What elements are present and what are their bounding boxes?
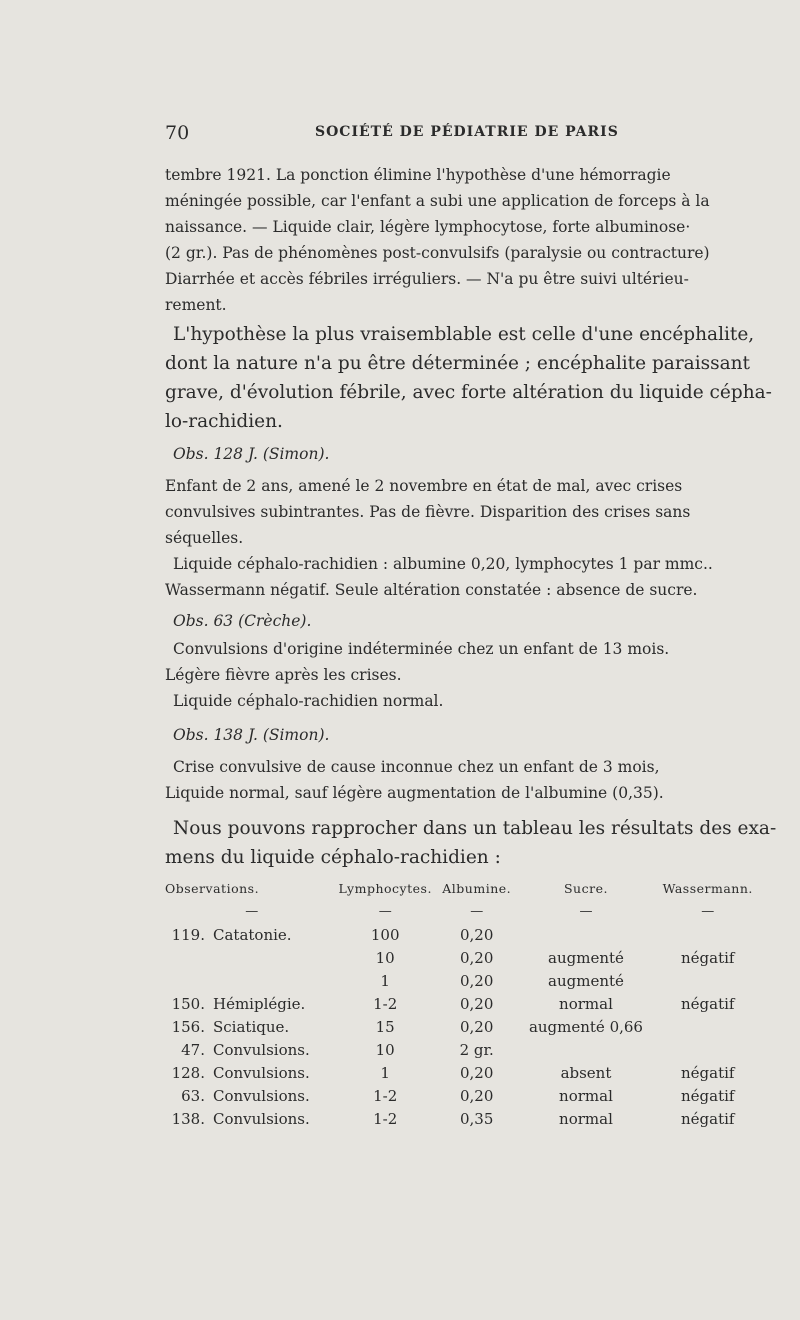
table-row	[165, 1038, 765, 1061]
wassermann-cell	[650, 969, 765, 992]
albumine-cell: 0,20	[460, 1086, 494, 1105]
wassermann-cell: négatif	[680, 994, 735, 1013]
text-line: Crise convulsive de cause inconnue chez un enfant de 3 mois,	[173, 758, 660, 776]
table-dash-row	[165, 900, 765, 923]
observation-label: Convulsions.	[213, 1040, 310, 1059]
text-line: Wassermann négatif. Seule altération constatée : absence de sucre.	[165, 581, 698, 599]
text-line: Liquide céphalo-rachidien normal.	[173, 692, 444, 710]
observation-number: 63.	[181, 1086, 205, 1105]
wassermann-cell	[650, 1038, 765, 1061]
csf-results-table	[165, 878, 765, 1130]
lymphocytes-cell: 10	[375, 948, 395, 967]
observation-title: Obs. 63 (Crèche).	[173, 612, 312, 630]
observation-label: Convulsions.	[213, 1086, 310, 1105]
dash: —	[378, 904, 392, 919]
observation-label: Convulsions.	[213, 1063, 310, 1082]
text-line: Enfant de 2 ans, amené le 2 novembre en état de mal, avec crises	[165, 477, 683, 495]
dash: —	[470, 904, 484, 919]
table-intro-paragraph	[165, 814, 777, 872]
sucre-cell: normal	[559, 994, 613, 1013]
text-line: convulsives subintrantes. Pas de fièvre. Disparition des crises sans	[165, 503, 691, 521]
column-header-sucre: Sucre.	[563, 880, 608, 896]
observation-128	[165, 441, 750, 603]
sucre-cell: augmenté 0,66	[528, 1017, 643, 1036]
observation-138	[165, 722, 750, 806]
observation-label: Catatonie.	[213, 925, 292, 944]
lymphocytes-cell: 100	[370, 925, 400, 944]
wassermann-cell: négatif	[680, 1063, 735, 1082]
observation-63	[165, 608, 750, 714]
table-header-row	[165, 878, 765, 900]
text-line: tembre 1921. La ponction élimine l'hypothèse d'une hémorragie	[165, 166, 671, 184]
wassermann-cell	[650, 923, 765, 946]
sucre-cell: augmenté	[548, 948, 624, 967]
page-header	[165, 122, 755, 146]
column-header-wassermann: Wassermann.	[662, 880, 753, 896]
table-row	[165, 923, 765, 946]
table-row	[165, 946, 765, 969]
column-header-observations: Observations.	[165, 880, 260, 896]
sucre-cell: normal	[559, 1086, 613, 1105]
albumine-cell: 0,20	[460, 1063, 494, 1082]
albumine-cell: 0,20	[460, 948, 494, 967]
observation-cell	[165, 1038, 338, 1061]
text-line: Liquide normal, sauf légère augmentation de l'albumine (0,35).	[165, 784, 664, 802]
observation-number: 128.	[171, 1063, 205, 1082]
sucre-cell: normal	[559, 1109, 613, 1128]
observation-title: Obs. 128 J. (Simon).	[173, 445, 330, 463]
table-row	[165, 969, 765, 992]
page-number: 70	[165, 122, 190, 144]
dash: —	[579, 904, 593, 919]
text-line: Nous pouvons rapprocher dans un tableau les résultats des exa-	[173, 818, 777, 839]
lymphocytes-cell: 1-2	[373, 1086, 398, 1105]
hypothesis-paragraph	[165, 320, 772, 436]
column-header-albumine: Albumine.	[442, 880, 512, 896]
dash: —	[245, 904, 259, 919]
observation-cell	[165, 969, 338, 992]
sucre-cell	[522, 1038, 651, 1061]
table-row	[165, 1107, 765, 1130]
observation-title: Obs. 138 J. (Simon).	[173, 726, 330, 744]
lymphocytes-cell: 10	[375, 1040, 395, 1059]
albumine-cell: 2 gr.	[459, 1040, 494, 1059]
lymphocytes-cell: 15	[375, 1017, 395, 1036]
observation-label: Hémiplégie.	[213, 994, 306, 1013]
text-line: (2 gr.). Pas de phénomènes post-convulsifs (paralysie ou contracture)	[165, 244, 710, 262]
table-row	[165, 992, 765, 1015]
observation-cell	[165, 1084, 338, 1107]
sucre-cell: augmenté	[548, 971, 624, 990]
text-line: lo-rachidien.	[165, 411, 283, 432]
text-line: grave, d'évolution fébrile, avec forte altération du liquide cépha-	[165, 382, 772, 403]
case-continuation-paragraph	[165, 162, 750, 318]
observation-number: 47.	[181, 1040, 205, 1059]
albumine-cell: 0,20	[460, 971, 494, 990]
observation-label: Sciatique.	[213, 1017, 290, 1036]
lymphocytes-cell: 1	[380, 971, 390, 990]
lymphocytes-cell: 1	[380, 1063, 390, 1082]
text-line: dont la nature n'a pu être déterminée ; encéphalite paraissant	[165, 353, 750, 374]
observation-label: Convulsions.	[213, 1109, 310, 1128]
text-line: Diarrhée et accès fébriles irréguliers. — N'a pu être suivi ultérieu-	[165, 270, 689, 288]
observation-cell	[165, 946, 338, 969]
albumine-cell: 0,20	[460, 925, 494, 944]
observation-number: 138.	[171, 1109, 205, 1128]
text-line: Convulsions d'origine indéterminée chez un enfant de 13 mois.	[173, 640, 670, 658]
albumine-cell: 0,20	[460, 994, 494, 1013]
table-row	[165, 1015, 765, 1038]
observation-number: 150.	[171, 994, 205, 1013]
table-row	[165, 1061, 765, 1084]
text-line: séquelles.	[165, 529, 244, 547]
observation-cell	[165, 1107, 338, 1130]
observation-cell	[165, 1015, 338, 1038]
observation-cell	[165, 923, 338, 946]
column-header-lymphocytes: Lymphocytes.	[338, 880, 432, 896]
table-row	[165, 1084, 765, 1107]
observation-cell	[165, 1061, 338, 1084]
text-line: L'hypothèse la plus vraisemblable est celle d'une encéphalite,	[173, 324, 755, 345]
text-line: Légère fièvre après les crises.	[165, 666, 402, 684]
wassermann-cell: négatif	[680, 1086, 735, 1105]
text-line: Liquide céphalo-rachidien : albumine 0,20, lymphocytes 1 par mmc..	[173, 555, 713, 573]
albumine-cell: 0,20	[460, 1017, 494, 1036]
text-line: naissance. — Liquide clair, légère lymphocytose, forte albuminose·	[165, 218, 691, 236]
text-line: méningée possible, car l'enfant a subi une application de forceps à la	[165, 192, 710, 210]
albumine-cell: 0,35	[460, 1109, 494, 1128]
running-title: SOCIÉTÉ DE PÉDIATRIE DE PARIS	[315, 124, 619, 140]
text-line: mens du liquide céphalo-rachidien :	[165, 847, 501, 868]
lymphocytes-cell: 1-2	[373, 1109, 398, 1128]
wassermann-cell	[650, 1015, 765, 1038]
wassermann-cell: négatif	[680, 948, 735, 967]
lymphocytes-cell: 1-2	[373, 994, 398, 1013]
observation-number: 156.	[171, 1017, 205, 1036]
text-line: rement.	[165, 296, 227, 314]
dash: —	[701, 904, 715, 919]
observation-cell	[165, 992, 338, 1015]
observation-number: 119.	[171, 925, 205, 944]
sucre-cell	[522, 923, 651, 946]
wassermann-cell: négatif	[680, 1109, 735, 1128]
sucre-cell: absent	[560, 1063, 612, 1082]
